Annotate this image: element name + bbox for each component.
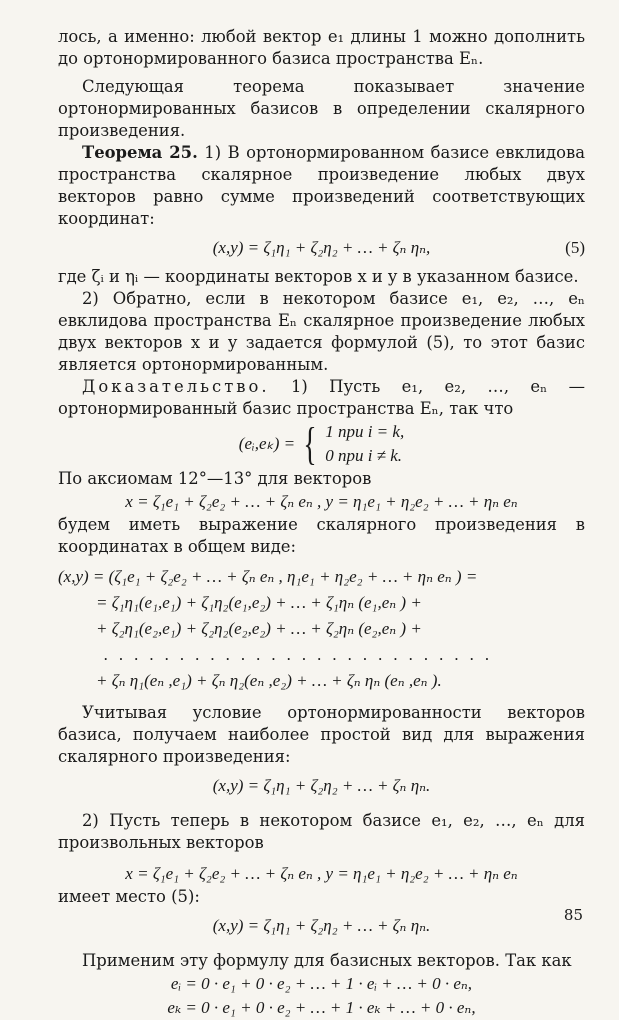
page-number: 85 [563,906,583,924]
scalar-product-expansion [58,564,585,694]
apply-formula-line: Применим эту формулу для базисных векторов. Так как [82,951,572,970]
simple-formula-2: (x,y) = ζ₁η₁ + ζ₂η₂ + … + ζₙ ηₙ. [212,916,431,935]
theorem-text: 1) В ортонормированном базисе евклидова пространства скалярное произведение любых двух векторов равно сумме произведений соответствующих координат: [58,143,585,228]
part-2-paragraph: 2) Пусть теперь в некотором базисе e₁, e₂, …, eₙ для произвольных векторов [58,811,585,852]
basis-vector-ei: eᵢ = 0 · e₁ + 0 · e₂ + … + 1 · eᵢ + … + 0 · eₙ, [170,974,473,993]
expansion-dots: .......................... [104,645,501,664]
expansion-row-4: + ζₙ η₁(eₙ ,e₁) + ζₙ η₂(eₙ ,e₂) + … + ζₙ ηₙ (eₙ ,eₙ ). [96,671,442,690]
expansion-row-3: + ζ₂η₁(e₂,e₁) + ζ₂η₂(e₂,e₂) + … + ζ₂ηₙ (e₂,eₙ ) + [96,619,422,638]
basis-vector-ek: eₖ = 0 · e₁ + 0 · e₂ + … + 1 · eₖ + … + 0 · eₙ, [167,998,476,1017]
case-equal: 1 при i = k, [325,422,405,441]
equation-5 [58,236,585,260]
proof-paragraph [58,376,585,420]
simple-formula: (x,y) = ζ₁η₁ + ζ₂η₂ + … + ζₙ ηₙ. [212,776,431,795]
expansion-row-2: = ζ₁η₁(e₁,e₁) + ζ₁η₂(e₁,e₂) + … + ζ₁ηₙ (e₁,eₙ ) + [96,593,422,612]
left-brace-icon: { [303,418,317,469]
case-not-equal: 0 при i ≠ k. [325,446,403,465]
text-continuation: лось, а именно: любой вектор e₁ длины 1 можно дополнить до ортонормированного базиса пространства Eₙ. [58,27,585,68]
expansion-row-1: (x,y) = (ζ₁e₁ + ζ₂e₂ + … + ζₙ eₙ , η₁e₁ + η₂e₂ + … + ηₙ eₙ ) = [58,567,478,586]
holds-line: имеет место (5): [58,887,200,906]
orthonormal-conclusion: Учитывая условие ортонормированности векторов базиса, получаем наиболее простой вид для выражения скалярного произведения: [58,703,585,766]
theorem-label: Теорема 25. [82,143,198,162]
vectors-expansion-2: x = ζ₁e₁ + ζ₂e₂ + … + ζₙ eₙ , y = η₁e₁ + η₂e₂ + … + ηₙ eₙ [125,864,518,883]
theorem-25 [58,142,585,230]
axioms-line: По аксиомам 12°—13° для векторов [58,469,372,488]
proof-label: Доказательство. [82,377,270,396]
cases-lhs: (eᵢ,eₖ) = [238,434,296,453]
where-clause: где ζᵢ и ηᵢ — координаты векторов x и y в указанном базисе. [58,267,579,286]
kronecker-cases [58,420,585,468]
equation-number: (5) [565,238,585,257]
theorem-part-2: 2) Обратно, если в некотором базисе e₁, e₂, …, eₙ евклидова пространства Eₙ скалярное произведение любых двух векторов x и y задается формулой (5), то этот базис является ортонормированным. [58,289,585,374]
equation-5-body: (x,y) = ζ₁η₁ + ζ₂η₂ + … + ζₙ ηₙ, [212,238,431,257]
expression-paragraph: будем иметь выражение скалярного произведения в координатах в общем виде: [58,515,585,556]
paragraph-intro: Следующая теорема показывает значение ортонормированных базисов в определении скалярного произведения. [58,77,585,140]
vectors-expansion: x = ζ₁e₁ + ζ₂e₂ + … + ζₙ eₙ , y = η₁e₁ + η₂e₂ + … + ηₙ eₙ [125,492,518,511]
proof-text: 1) Пусть e₁, e₂, …, eₙ — ортонормированный базис пространства Eₙ, так что [58,377,585,418]
